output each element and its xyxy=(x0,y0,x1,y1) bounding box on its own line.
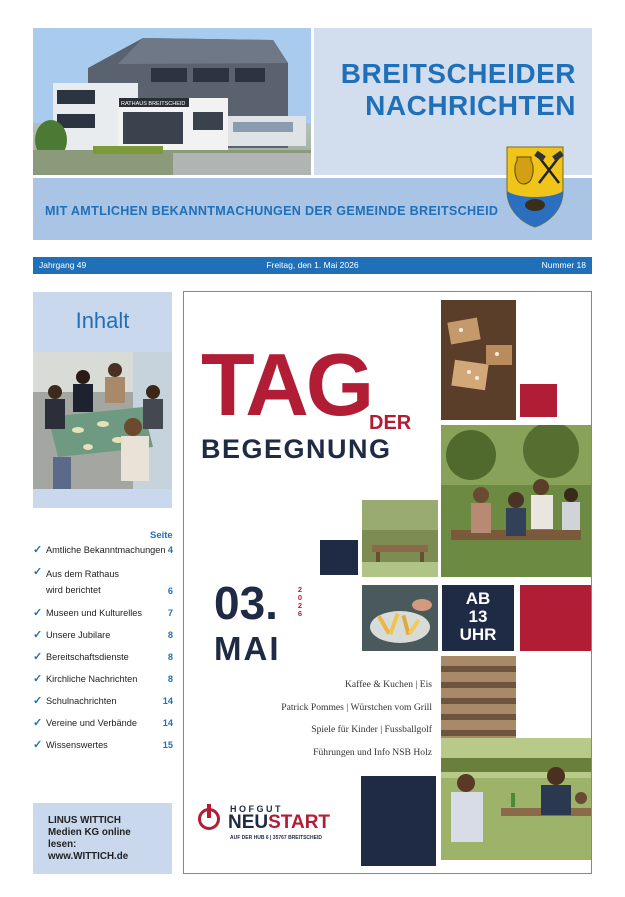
toc-item-page: 14 xyxy=(162,718,173,728)
coat-of-arms-icon xyxy=(503,143,567,228)
event-poster xyxy=(183,291,592,874)
logo-address: AUF DER HUB 6 | 35767 BREITSCHEID xyxy=(230,835,322,841)
toc-item-page: 4 xyxy=(167,545,173,555)
poster-begegnung: BEGEGNUNG xyxy=(201,434,392,464)
table-of-contents xyxy=(33,544,173,752)
newspaper-title: BREITSCHEIDER NACHRICHTEN xyxy=(340,58,576,121)
poster-day: 03. xyxy=(214,577,278,629)
start-time-badge: AB 13 UHR xyxy=(442,585,514,651)
page-column-heading: Seite xyxy=(150,530,173,541)
issue-info-bar xyxy=(33,257,592,274)
toc-item[interactable] xyxy=(33,607,173,620)
poster-der: DER xyxy=(369,412,412,434)
logo-main-text: NEUSTART xyxy=(228,812,331,833)
issue-date: Freitag, den 1. Mai 2026 xyxy=(266,260,359,270)
decor-red-block xyxy=(520,585,591,651)
event-program-list xyxy=(264,674,432,764)
check-icon: ✓ xyxy=(33,566,43,578)
program-item: Führungen und Info NSB Holz xyxy=(313,746,432,758)
poster-month: MAI xyxy=(214,630,281,667)
decor-navy-block xyxy=(320,540,358,575)
town-hall-sign: RATHAUS BREITSCHEID xyxy=(121,101,186,107)
contents-panel xyxy=(33,292,172,508)
online-reading-notice xyxy=(33,803,172,874)
children-playing-photo xyxy=(33,352,172,489)
toc-item[interactable] xyxy=(33,629,173,642)
check-icon: ✓ xyxy=(33,607,43,619)
toc-item[interactable] xyxy=(33,739,173,752)
poster-year: 2 0 2 6 xyxy=(297,585,303,618)
toc-item-page: 6 xyxy=(167,586,173,596)
cake-photo xyxy=(441,300,516,420)
check-icon: ✓ xyxy=(33,651,43,663)
toc-item-page: 8 xyxy=(167,652,173,662)
beer-garden-photo xyxy=(441,425,591,577)
toc-item[interactable] xyxy=(33,717,173,730)
wood-stack-photo xyxy=(441,656,516,738)
toc-item[interactable] xyxy=(33,695,173,708)
check-icon: ✓ xyxy=(33,717,43,729)
family-table-photo xyxy=(441,738,591,860)
toc-item[interactable] xyxy=(33,673,173,686)
toc-item-page: 15 xyxy=(162,740,173,750)
town-hall-photo xyxy=(33,28,311,175)
issue-number: Nummer 18 xyxy=(541,260,586,270)
decor-red-block xyxy=(520,384,557,417)
check-icon: ✓ xyxy=(33,739,43,751)
toc-item-label: Bereitschaftsdienste xyxy=(46,652,129,662)
toc-item-label: Wissenswertes xyxy=(46,740,108,750)
toc-item-label: Unsere Jubilare xyxy=(46,630,111,640)
logo-top-text: HOFGUT xyxy=(230,804,283,814)
toc-item-label: Museen und Kulturelles xyxy=(46,608,143,618)
wittich-link[interactable]: www.WITTICH.de xyxy=(48,851,129,862)
toc-item[interactable] xyxy=(33,544,173,557)
toc-item-label: Aus dem Rathaus wird berichtet xyxy=(46,569,120,595)
issue-year: Jahrgang 49 xyxy=(39,260,87,270)
program-item: Spiele für Kinder | Fussballgolf xyxy=(311,724,432,735)
check-icon: ✓ xyxy=(33,695,43,707)
toc-item-page: 7 xyxy=(167,608,173,618)
toc-item-page: 8 xyxy=(167,674,173,684)
decor-navy-block xyxy=(361,776,436,866)
toc-item-label: Schulnachrichten xyxy=(46,696,117,706)
online-reading-text: LINUS WITTICH Medien KG online lesen: www.WITTICH.de xyxy=(48,815,131,862)
picnic-bench-photo xyxy=(362,500,438,577)
contents-heading: Inhalt xyxy=(75,308,130,333)
toc-item-label: Amtliche Bekanntmachungen xyxy=(46,545,166,555)
toc-item-page: 8 xyxy=(167,630,173,640)
newspaper-subtitle: MIT AMTLICHEN BEKANNTMACHUNGEN DER GEMEINDE BREITSCHEID xyxy=(45,204,499,218)
poster-tag: TAG xyxy=(201,335,372,434)
program-item: Patrick Pommes | Würstchen vom Grill xyxy=(281,701,432,713)
check-icon: ✓ xyxy=(33,544,43,556)
toc-item-label: Vereine und Verbände xyxy=(46,718,137,728)
toc-item-label: Kirchliche Nachrichten xyxy=(46,674,138,684)
fries-photo xyxy=(362,585,438,651)
toc-item-page: 14 xyxy=(162,696,173,706)
check-icon: ✓ xyxy=(33,673,43,685)
toc-item[interactable] xyxy=(33,566,173,598)
check-icon: ✓ xyxy=(33,629,43,641)
toc-item[interactable] xyxy=(33,651,173,664)
program-item: Kaffee & Kuchen | Eis xyxy=(345,679,432,690)
